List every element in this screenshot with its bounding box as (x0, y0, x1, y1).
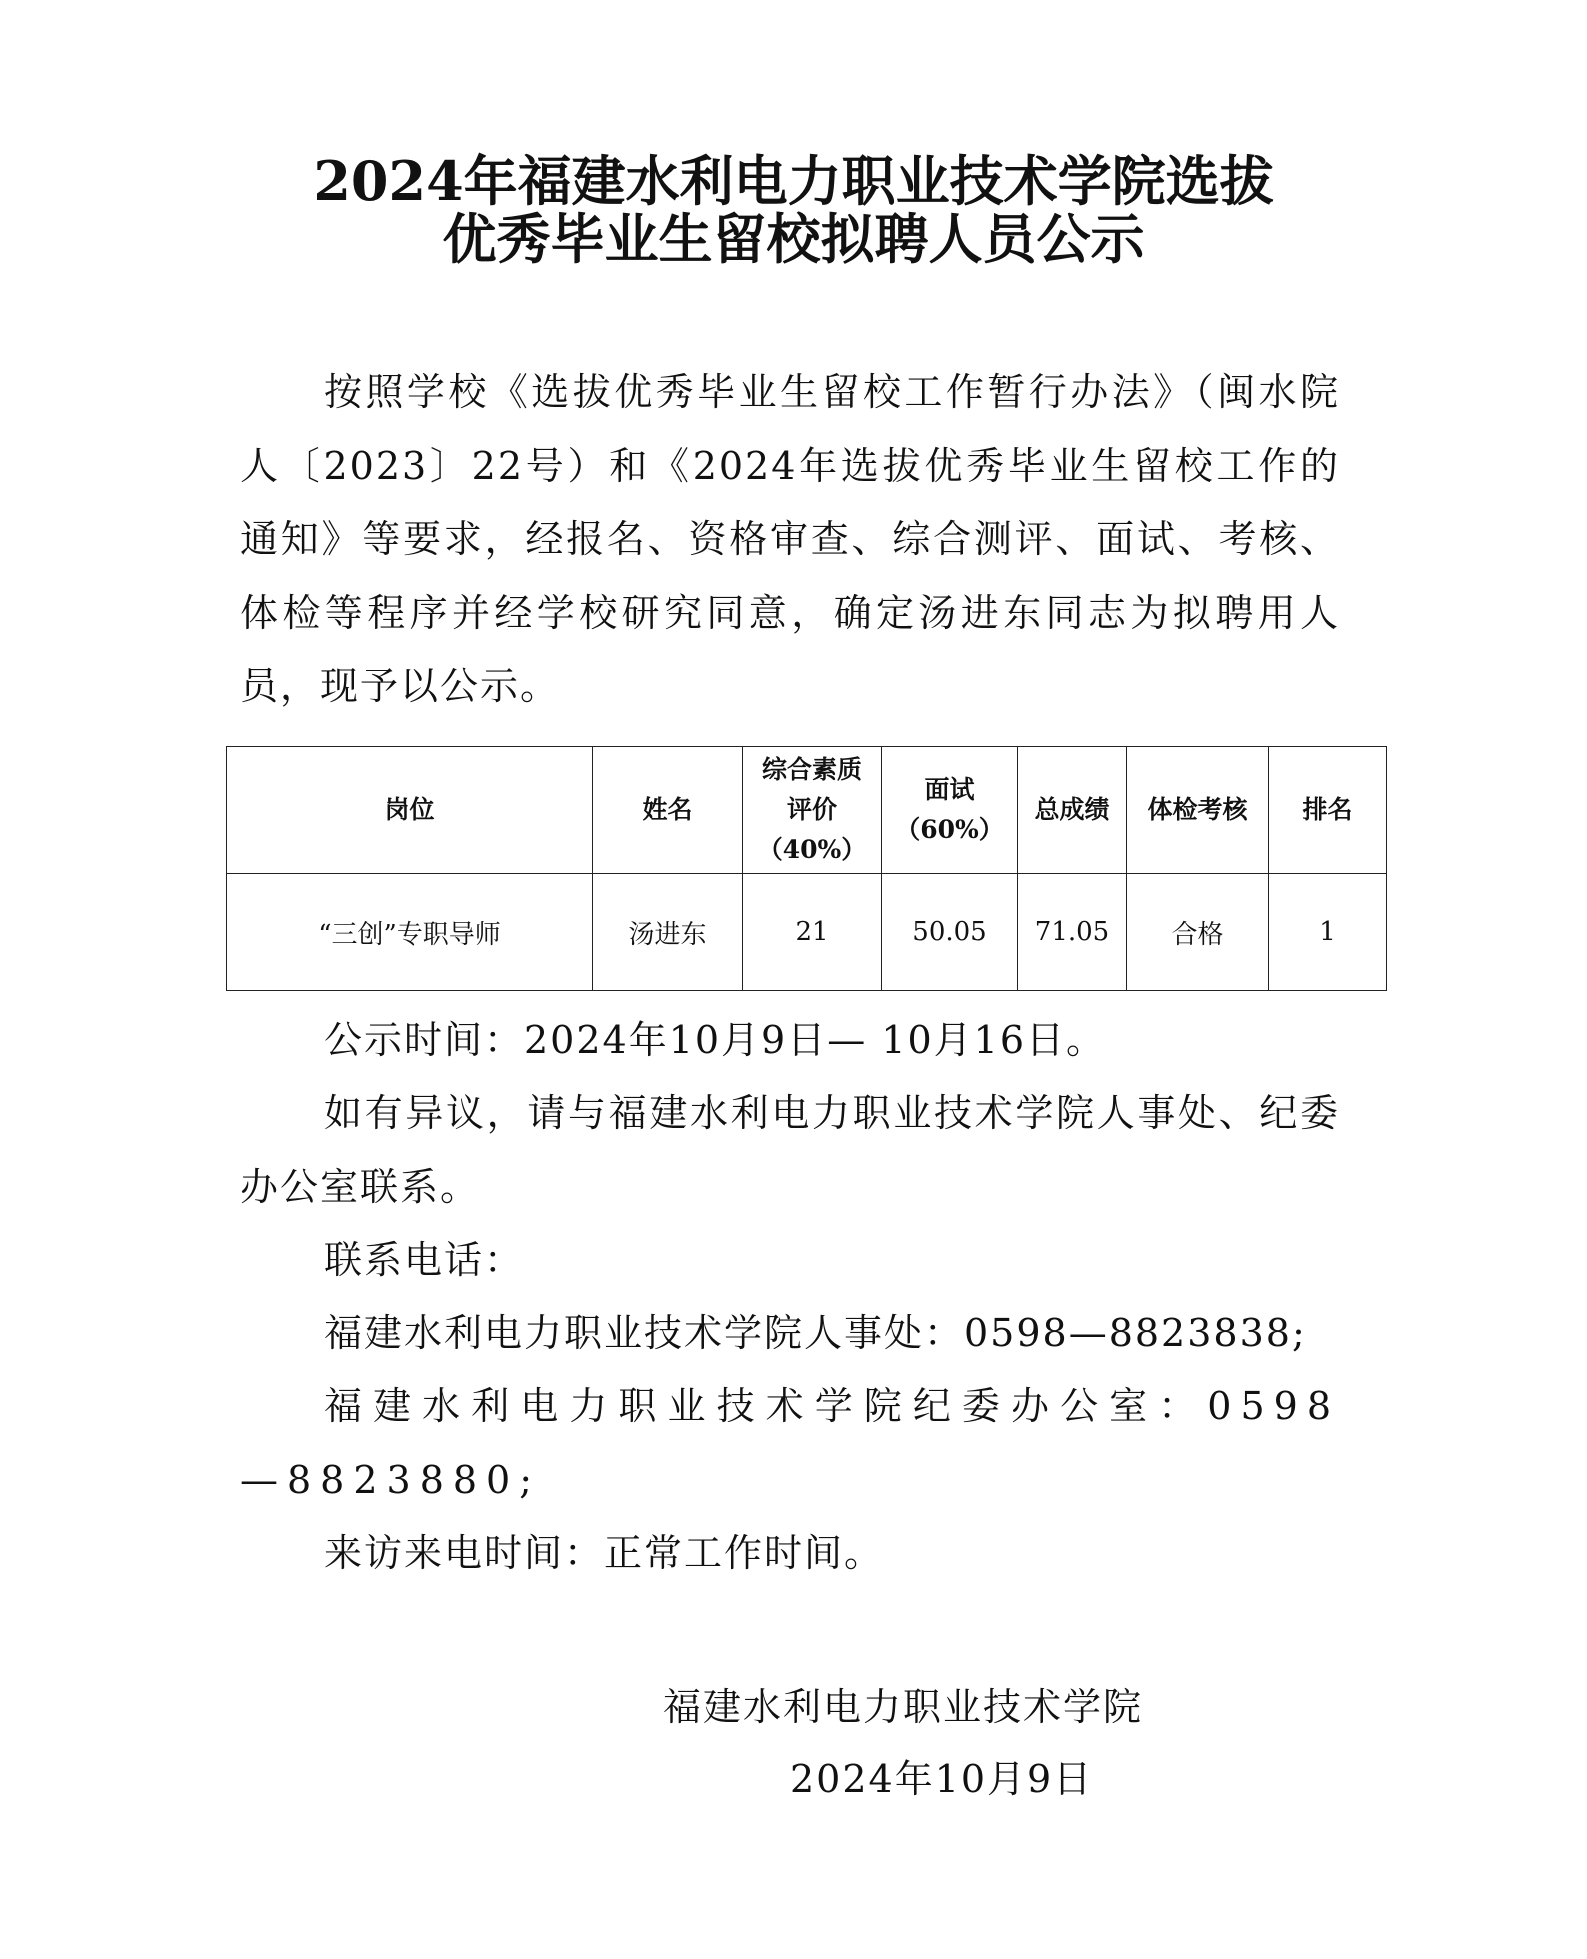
cell-quality: 21 (743, 874, 882, 991)
header-total (1018, 747, 1127, 874)
cell-check: 合格 (1127, 874, 1269, 991)
visit-hours: 来访来电时间：正常工作时间。 (324, 1531, 885, 1575)
table-header-row (227, 747, 1387, 874)
header-total-label: 总成绩 (1034, 795, 1110, 824)
signature-organization: 福建水利电力职业技术学院 (663, 1685, 1144, 1729)
objection-paragraph: 如有异议，请与福建水利电力职业技术学院人事处、纪委办公室联系。 (240, 1091, 1340, 1209)
cell-name: 汤进东 (593, 874, 743, 991)
cell-total: 71.05 (1018, 874, 1127, 991)
cell-rank: 1 (1269, 874, 1387, 991)
header-name (593, 747, 743, 874)
signature-date: 2024年10月9日 (790, 1757, 1094, 1801)
header-quality-line-3: （40%） (757, 835, 867, 864)
header-quality-line-2: 评价 (786, 795, 837, 824)
notice-period: 公示时间：2024年10月9日— 10月16日。 (324, 1018, 1107, 1062)
header-position (227, 747, 593, 874)
cell-interview: 50.05 (882, 874, 1018, 991)
table-row (227, 874, 1387, 991)
header-rank (1269, 747, 1387, 874)
intro-paragraph: 按照学校《选拔优秀毕业生留校工作暂行办法》（闽水院人〔2023〕22号）和《2024年选拔优秀毕业生留校工作的通知》等要求，经报名、资格审查、综合测评、面试、考核、体检等程序并经学校研究同意，确定汤进东同志为拟聘用人员，现予以公示。 (240, 370, 1340, 708)
cell-position: “三创”专职导师 (227, 874, 593, 991)
header-interview-line-1: 面试 (924, 775, 975, 804)
candidate-table (226, 746, 1387, 991)
document-title-line-1: 2024年福建水利电力职业技术学院选拔 (313, 149, 1274, 213)
contact-discipline: 福建水利电力职业技术学院纪委办公室：0598—8823880; (240, 1384, 1340, 1502)
header-rank-label: 排名 (1302, 795, 1353, 824)
contact-heading: 联系电话： (324, 1238, 525, 1282)
document-title-line-2: 优秀毕业生留校拟聘人员公示 (442, 207, 1145, 271)
contact-hr: 福建水利电力职业技术学院人事处：0598—8823838; (324, 1311, 1307, 1355)
header-quality-line-1: 综合素质 (761, 755, 862, 784)
header-interview-line-2: （60%） (895, 815, 1004, 844)
header-name-label: 姓名 (642, 795, 693, 824)
header-check-label: 体检考核 (1147, 795, 1248, 824)
header-interview (882, 747, 1018, 874)
header-check (1127, 747, 1269, 874)
header-quality (743, 747, 882, 874)
header-position-label: 岗位 (384, 795, 435, 824)
